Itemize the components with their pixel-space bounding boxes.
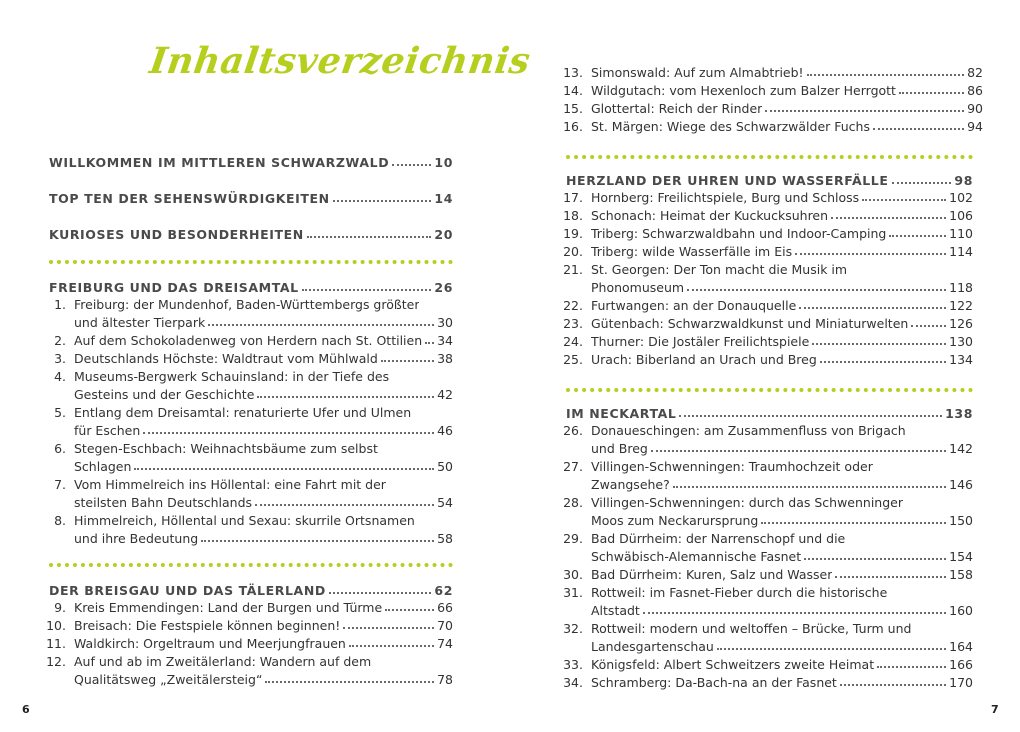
toc-entry[interactable]: 32. Rottweil: modern und weltoffen – Brücke, Turm und	[563, 621, 912, 636]
toc-entry[interactable]: 27. Villingen-Schwenningen: Traumhochzeit oder	[563, 459, 873, 474]
toc-entry-continuation[interactable]: Schlagen 50	[74, 459, 453, 474]
section-divider	[49, 563, 453, 567]
toc-entry[interactable]: 9. Kreis Emmendingen: Land der Burgen und Türme 66	[54, 600, 453, 615]
toc-entry[interactable]: 8. Himmelreich, Höllental und Sexau: skurrile Ortsnamen	[54, 513, 415, 528]
toc-entry[interactable]: 18. Schonach: Heimat der Kuckucksuhren 106	[563, 208, 973, 223]
toc-entry-continuation[interactable]: für Eschen 46	[74, 423, 453, 438]
toc-entry[interactable]: 22. Furtwangen: an der Donauquelle 122	[563, 298, 973, 313]
toc-entry-continuation[interactable]: Landesgartenschau 164	[591, 639, 973, 654]
toc-entry[interactable]: 23. Gütenbach: Schwarzwaldkunst und Miniaturwelten 126	[563, 316, 973, 331]
toc-entry-continuation[interactable]: Schwäbisch-Alemannische Fasnet 154	[591, 549, 973, 564]
toc-section[interactable]: IM NECKARTAL 138	[566, 406, 973, 421]
toc-entry[interactable]: 31. Rottweil: im Fasnet-Fieber durch die historische	[563, 585, 888, 600]
toc-entry[interactable]: 17. Hornberg: Freilichtspiele, Burg und Schloss 102	[563, 190, 973, 205]
toc-entry[interactable]: 4. Museums-Bergwerk Schauinsland: in der Tiefe des	[54, 369, 390, 384]
toc-entry[interactable]: 24. Thurner: Die Jostäler Freilichtspiele 130	[563, 334, 973, 349]
toc-entry-continuation[interactable]: und ihre Bedeutung 58	[74, 531, 453, 546]
toc-section[interactable]: WILLKOMMEN IM MITTLEREN SCHWARZWALD 10	[49, 155, 453, 170]
toc-entry[interactable]: 20. Triberg: wilde Wasserfälle im Eis 114	[563, 244, 973, 259]
toc-section[interactable]: FREIBURG UND DAS DREISAMTAL 26	[49, 280, 453, 295]
toc-section[interactable]: TOP TEN DER SEHENSWÜRDIGKEITEN 14	[49, 191, 453, 206]
toc-entry[interactable]: 13. Simonswald: Auf zum Almabtrieb! 82	[563, 65, 983, 80]
toc-entry[interactable]: 1. Freiburg: der Mundenhof, Baden-Württembergs größter	[54, 297, 420, 312]
toc-entry-continuation[interactable]: Zwangsehe? 146	[591, 477, 973, 492]
toc-entry-continuation[interactable]: Altstadt 160	[591, 603, 973, 618]
page-number-right: 7	[991, 703, 999, 716]
toc-entry-continuation[interactable]: und ältester Tierpark 30	[74, 315, 453, 330]
toc-entry[interactable]: 2. Auf dem Schokoladenweg von Herdern nach St. Ottilien 34	[54, 333, 453, 348]
toc-entry-continuation[interactable]: und Breg 142	[591, 441, 973, 456]
toc-entry[interactable]: 7. Vom Himmelreich ins Höllental: eine Fahrt mit der	[54, 477, 386, 492]
toc-entry[interactable]: 21. St. Georgen: Der Ton macht die Musik im	[563, 262, 848, 277]
toc-entry-continuation[interactable]: Phonomuseum 118	[591, 280, 973, 295]
toc-entry[interactable]: 19. Triberg: Schwarzwaldbahn und Indoor-Camping 110	[563, 226, 973, 241]
section-divider	[566, 155, 973, 159]
toc-entry[interactable]: 15. Glottertal: Reich der Rinder 90	[563, 101, 983, 116]
toc-entry[interactable]: 5. Entlang dem Dreisamtal: renaturierte Ufer und Ulmen	[54, 405, 412, 420]
page-number-left: 6	[22, 703, 30, 716]
toc-entry[interactable]: 6. Stegen-Eschbach: Weihnachtsbäume zum selbst	[54, 441, 378, 456]
toc-entry-continuation[interactable]: Moos zum Neckarursprung 150	[591, 513, 973, 528]
section-divider	[566, 388, 973, 392]
toc-entry[interactable]: 12. Auf und ab im Zweitälerland: Wandern auf dem	[46, 654, 372, 669]
toc-entry[interactable]: 25. Urach: Biberland an Urach und Breg 134	[563, 352, 973, 367]
toc-entry[interactable]: 16. St. Märgen: Wiege des Schwarzwälder Fuchs 94	[563, 119, 983, 134]
toc-section[interactable]: DER BREISGAU UND DAS TÄLERLAND 62	[49, 583, 453, 598]
toc-entry[interactable]: 29. Bad Dürrheim: der Narrenschopf und die	[563, 531, 846, 546]
toc-entry-continuation[interactable]: steilsten Bahn Deutschlands 54	[74, 495, 453, 510]
toc-entry[interactable]: 10. Breisach: Die Festspiele können beginnen! 70	[46, 618, 453, 633]
toc-section[interactable]: KURIOSES UND BESONDERHEITEN 20	[49, 227, 453, 242]
toc-entry[interactable]: 14. Wildgutach: vom Hexenloch zum Balzer Herrgott 86	[563, 83, 983, 98]
toc-entry-continuation[interactable]: Qualitätsweg „Zweitälersteig“ 78	[74, 672, 453, 687]
right-page	[510, 0, 1020, 732]
section-divider	[49, 260, 453, 264]
toc-entry[interactable]: 26. Donaueschingen: am Zusammenfluss von Brigach	[563, 423, 906, 438]
toc-entry[interactable]: 28. Villingen-Schwenningen: durch das Schwenninger	[563, 495, 903, 510]
toc-title: Inhaltsverzeichnis	[147, 40, 534, 82]
toc-entry[interactable]: 34. Schramberg: Da-Bach-na an der Fasnet 170	[563, 675, 973, 690]
toc-entry[interactable]: 11. Waldkirch: Orgeltraum und Meerjungfrauen 74	[46, 636, 453, 651]
toc-section[interactable]: HERZLAND DER UHREN UND WASSERFÄLLE 98	[566, 173, 973, 188]
toc-entry-continuation[interactable]: Gesteins und der Geschichte 42	[74, 387, 453, 402]
toc-entry[interactable]: 30. Bad Dürrheim: Kuren, Salz und Wasser 158	[563, 567, 973, 582]
toc-entry[interactable]: 3. Deutschlands Höchste: Waldtraut vom Mühlwald 38	[54, 351, 453, 366]
toc-entry[interactable]: 33. Königsfeld: Albert Schweitzers zweite Heimat 166	[563, 657, 973, 672]
